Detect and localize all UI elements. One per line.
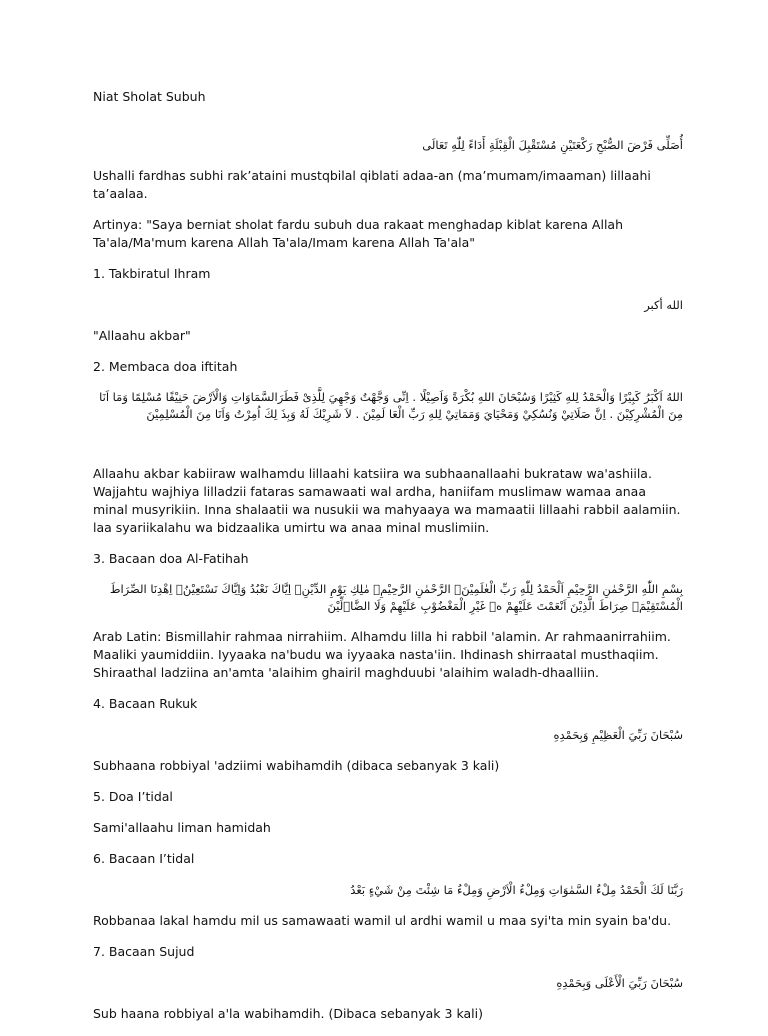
section-arabic: بِسْمِ اللّٰهِ الرَّحْمٰنِ الرَّحِيْمِ اَلْحَمْدُ لِلّٰهِ رَبِّ الْعٰلَمِيْنَۙ الرَّحْمٰنِ الرَّحِيْمِۙ مٰلِكِ يَوْمِ الدِّيْنِۗ اِيَّاكَ نَعْبُدُ وَاِيَّاكَ نَسْتَعِيْنُۗ اِهْدِنَا الصِّرَاطَ الْمُسْتَقِيْمَۙ صِرَاطَ الَّذِيْنَ اَنْعَمْتَ عَلَيْهِمْ ەۙ غَيْرِ الْمَغْضُوْبِ عَلَيْهِمْ وَلَا الضَّاۤلِّيْنَ (109, 582, 683, 613)
section-text: Arab Latin: Bismillahir rahmaa nirrahiim. Alhamdu lilla hi rabbil 'alamin. Ar rahmaanirrahiim. Maaliki yaumiddiin. Iyyaaka na'budu wa iyyaaka nasta'iin. Ihdinash shirraatal musthaqiim. Shiraathal ladziina an'amta 'alaihim ghairil maghduubi 'alaihim waladh-dhaalliin. (93, 629, 671, 680)
section-heading: 7. Bacaan Sujud (93, 944, 195, 959)
section-heading: 2. Membaca doa iftitah (93, 359, 238, 374)
section-text: "Allaahu akbar" (93, 328, 191, 343)
niat-arabic: أُصَلِّى فَرْضَ الصُّبْحِ رَكْعَتَيْنِ مُسْتَقْبِلَ الْقِبْلَةِ أَدَاءً لِلّٰهِ تَعَالَى (422, 138, 683, 152)
section-heading: 1. Takbiratul Ihram (93, 266, 211, 281)
section-arabic: رَبَّنَا لَكَ الْحَمْدُ مِلْءُ السَّمٰوَاتِ وَمِلْءُ الْاَرْضِ وَمِلْءُ مَا شِئْتَ مِنْ شَيْءٍ بَعْدُ (350, 883, 683, 897)
section-heading: 5. Doa I’tidal (93, 789, 173, 804)
section-arabic: الله أكبر (644, 298, 683, 312)
document-title: Niat Sholat Subuh (93, 89, 206, 104)
niat-meaning: Artinya: "Saya berniat sholat fardu subuh dua rakaat menghadap kiblat karena Allah Ta'ala/Ma'mum karena Allah Ta'ala/Imam karena Allah Ta'ala" (93, 217, 623, 250)
section-text: Sub haana robbiyal a'la wabihamdih. (Dibaca sebanyak 3 kali) (93, 1006, 483, 1021)
section-heading: 6. Bacaan I’tidal (93, 851, 195, 866)
section-heading: 4. Bacaan Rukuk (93, 696, 198, 711)
section-heading: 3. Bacaan doa Al-Fatihah (93, 551, 249, 566)
section-text: Sami'allaahu liman hamidah (93, 820, 271, 835)
section-text: Allaahu akbar kabiiraw walhamdu lillaahi katsiira wa subhaanallaahi bukrataw wa'ashiila. Wajjahtu wajhiya lilladzii fataras samawaati wal ardha, haniifam muslimaw wamaa anaa minal musyrikiin. Inna shalaatii wa nusukii wa mahyaaya wa mamaatii lillaahi rabbil aalamiin. laa syariikalahu wa bidzaalika umirtu wa anaa minal muslimiin. (93, 466, 681, 535)
section-text: Robbanaa lakal hamdu mil us samawaati wamil ul ardhi wamil u maa syi'ta min syain ba'du. (93, 913, 672, 928)
document-content (93, 88, 683, 1036)
section-text: Subhaana robbiyal 'adziimi wabihamdih (dibaca sebanyak 3 kali) (93, 758, 500, 773)
section-arabic: سُبْحَانَ رَبِّيَ الْأَعْلَى وَبِحَمْدِهِ (556, 976, 683, 990)
section-arabic: اللهُ اَكْبَرُ كَبِيْرًا وَالْحَمْدُ لِلهِ كَثِيْرًا وَسُبْحَانَ اللهِ بُكْرَةً وَاَصِيْلًا . اِنِّى وَجَّهْتُ وَجْهِيَ لِلَّذِىْ فَطَرَالسَّمَاوَاتِ وَالْاَرْضَ حَنِيْفًا مُسْلِمًا وَمَا اَنَا مِنَ الْمُشْرِكِيْنَ . اِنَّ صَلَاتِيْ وَنُسُكِيْ وَمَحْيَايَ وَمَمَاتِيْ لِلهِ رَبِّ الْعَا لَمِيْنَ . لاَ شَرِيْكَ لَهُ وَبِذَ لِكَ اُمِرْتُ وَاَنَا مِنَ الْمُسْلِمِيْنَ (99, 390, 683, 421)
niat-latin: Ushalli fardhas subhi rak’ataini mustqbilal qiblati adaa-an (ma’mumam/imaaman) lillaahi ta’aalaa. (93, 168, 651, 201)
section-arabic: سُبْحَانَ رَبِّيَ الْعَظِيْمِ وَبِحَمْدِهِ (553, 728, 683, 742)
